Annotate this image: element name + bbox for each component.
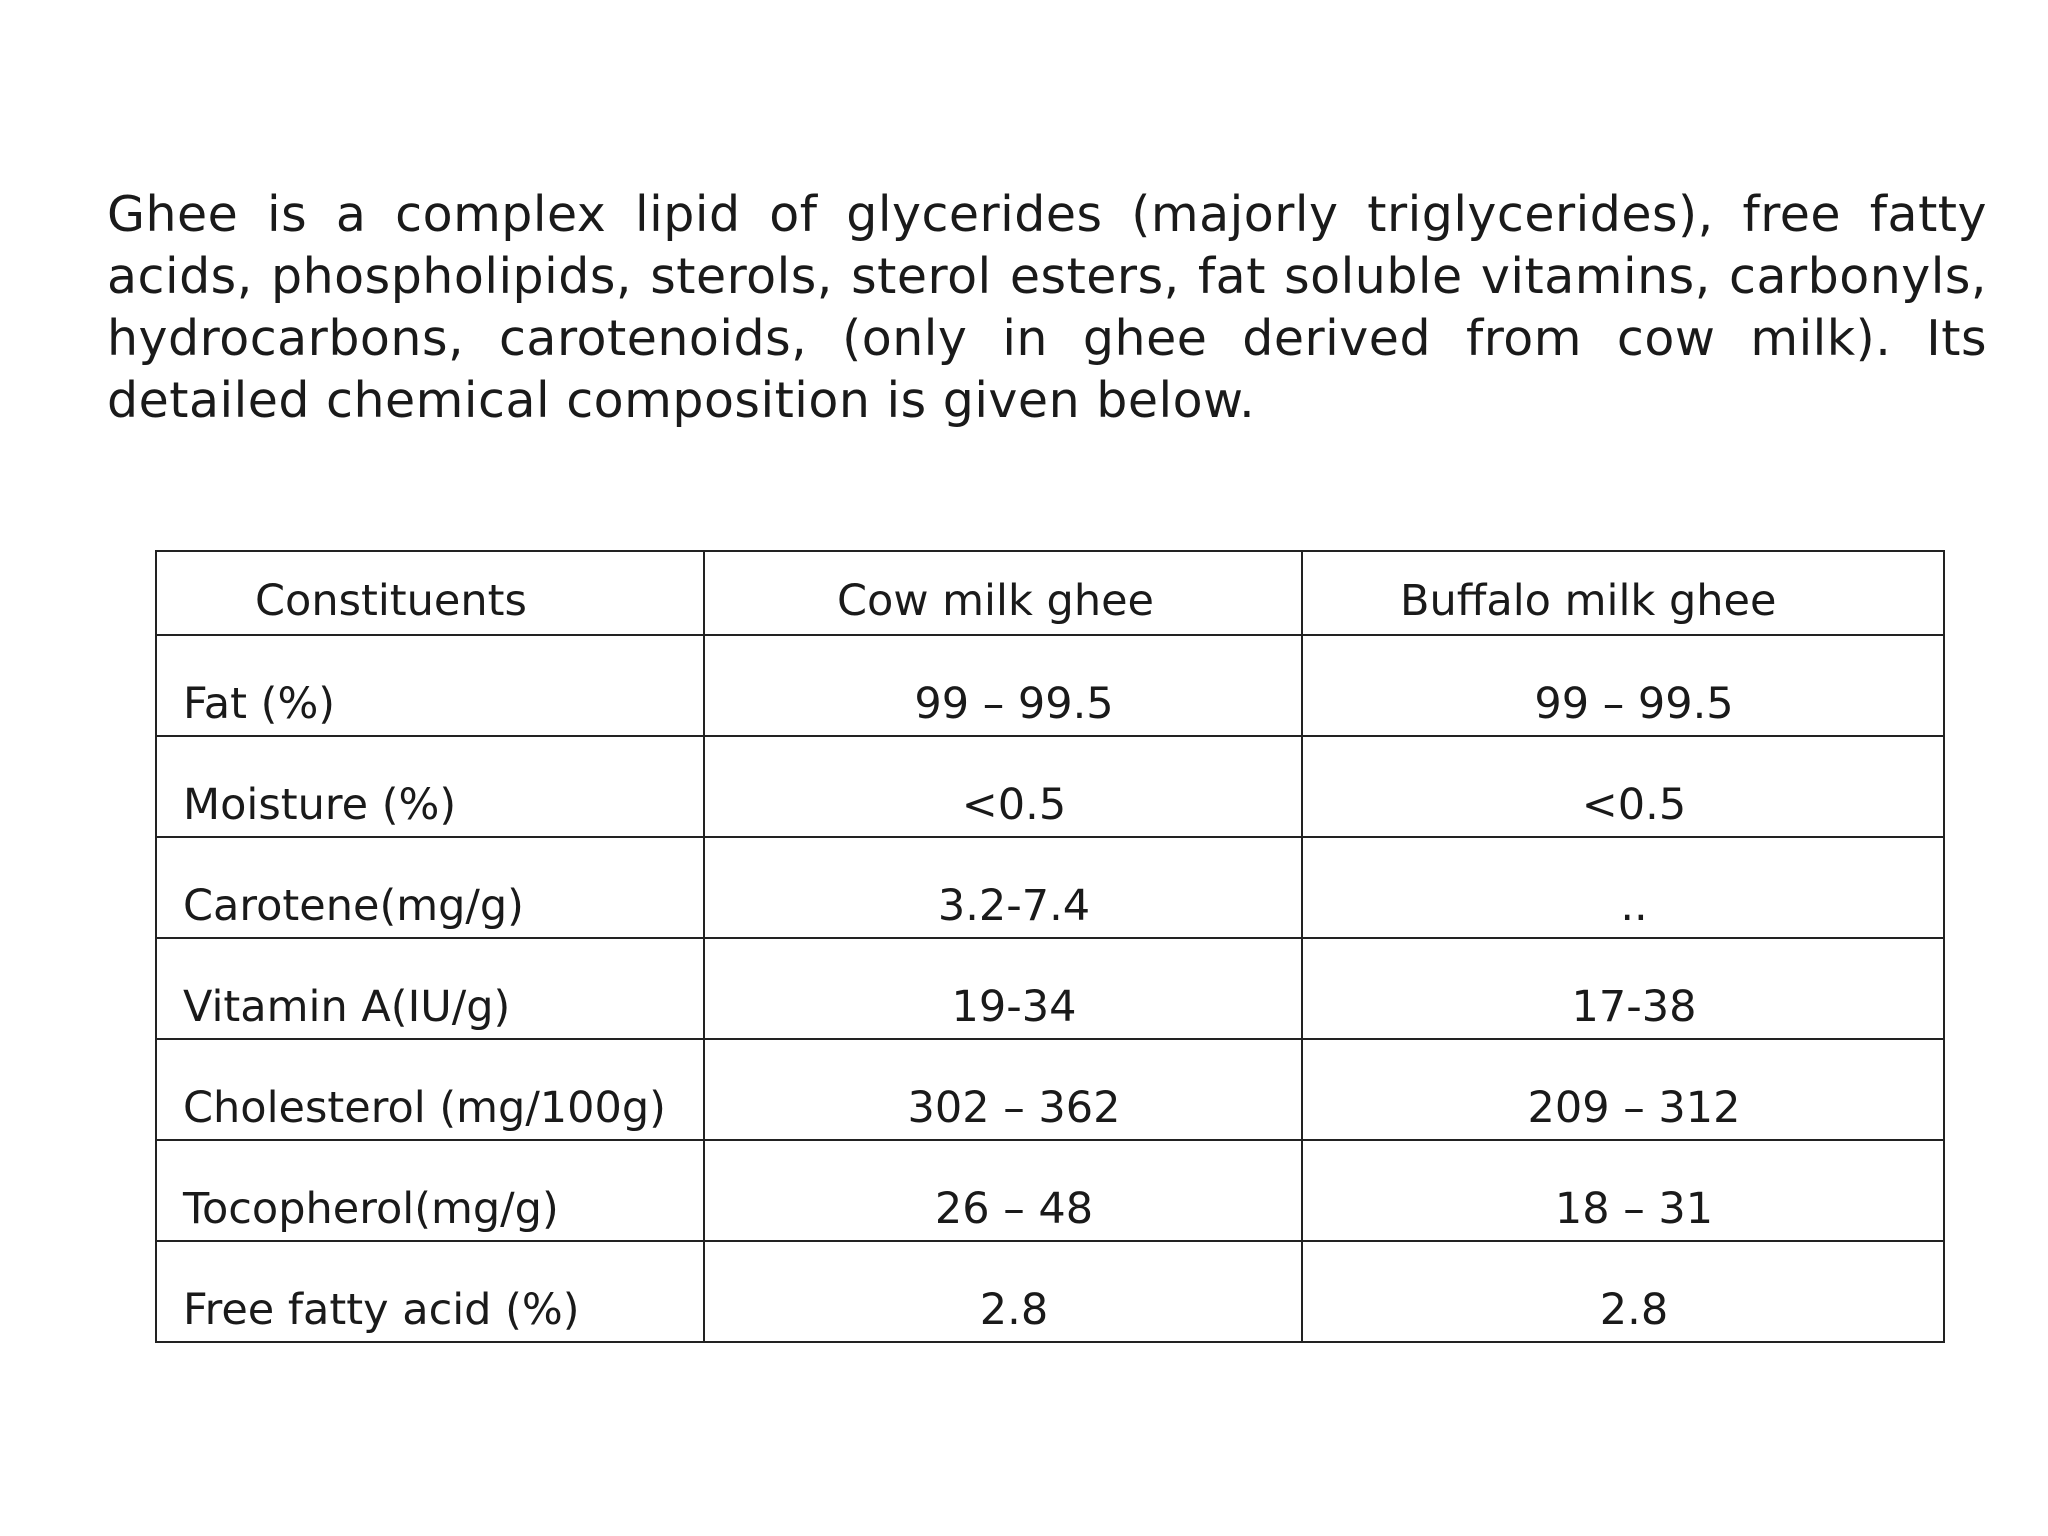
buffalo-value-cell: 18 – 31: [1302, 1140, 1944, 1241]
header-cow-milk-ghee: Cow milk ghee: [704, 551, 1302, 635]
table-row: [156, 837, 1944, 938]
constituent-cell: Tocopherol(mg/g): [156, 1140, 704, 1241]
table-row: [156, 1140, 1944, 1241]
cow-value-cell: 26 – 48: [704, 1140, 1302, 1241]
constituent-cell: Cholesterol (mg/100g): [156, 1039, 704, 1140]
constituent-cell: Fat (%): [156, 635, 704, 736]
composition-table: [155, 550, 1945, 1343]
constituent-cell: Free fatty acid (%): [156, 1241, 704, 1342]
header-constituents: Constituents: [156, 551, 704, 635]
cow-value-cell: 302 – 362: [704, 1039, 1302, 1140]
buffalo-value-cell: 99 – 99.5: [1302, 635, 1944, 736]
buffalo-value-cell: 17-38: [1302, 938, 1944, 1039]
table-row: [156, 1039, 1944, 1140]
constituent-cell: Moisture (%): [156, 736, 704, 837]
cow-value-cell: 99 – 99.5: [704, 635, 1302, 736]
buffalo-value-cell: ..: [1302, 837, 1944, 938]
table-row: [156, 736, 1944, 837]
buffalo-value-cell: <0.5: [1302, 736, 1944, 837]
cow-value-cell: 2.8: [704, 1241, 1302, 1342]
composition-table-container: [155, 550, 1945, 1343]
buffalo-value-cell: 2.8: [1302, 1241, 1944, 1342]
cow-value-cell: 19-34: [704, 938, 1302, 1039]
buffalo-value-cell: 209 – 312: [1302, 1039, 1944, 1140]
header-buffalo-milk-ghee: Buffalo milk ghee: [1302, 551, 1944, 635]
cow-value-cell: 3.2-7.4: [704, 837, 1302, 938]
table-row: [156, 635, 1944, 736]
cow-value-cell: <0.5: [704, 736, 1302, 837]
constituent-cell: Carotene(mg/g): [156, 837, 704, 938]
intro-paragraph: Ghee is a complex lipid of glycerides (majorly triglycerides), free fatty acids, phospholipids, sterols, sterol esters, fat soluble vitamins, carbonyls, hydrocarbons, carotenoids, (only in ghee derived from cow milk). Its detailed chemical composition is given below.: [107, 186, 1987, 429]
table-header-row: [156, 551, 1944, 635]
table-row: [156, 1241, 1944, 1342]
table-row: [156, 938, 1944, 1039]
constituent-cell: Vitamin A(IU/g): [156, 938, 704, 1039]
